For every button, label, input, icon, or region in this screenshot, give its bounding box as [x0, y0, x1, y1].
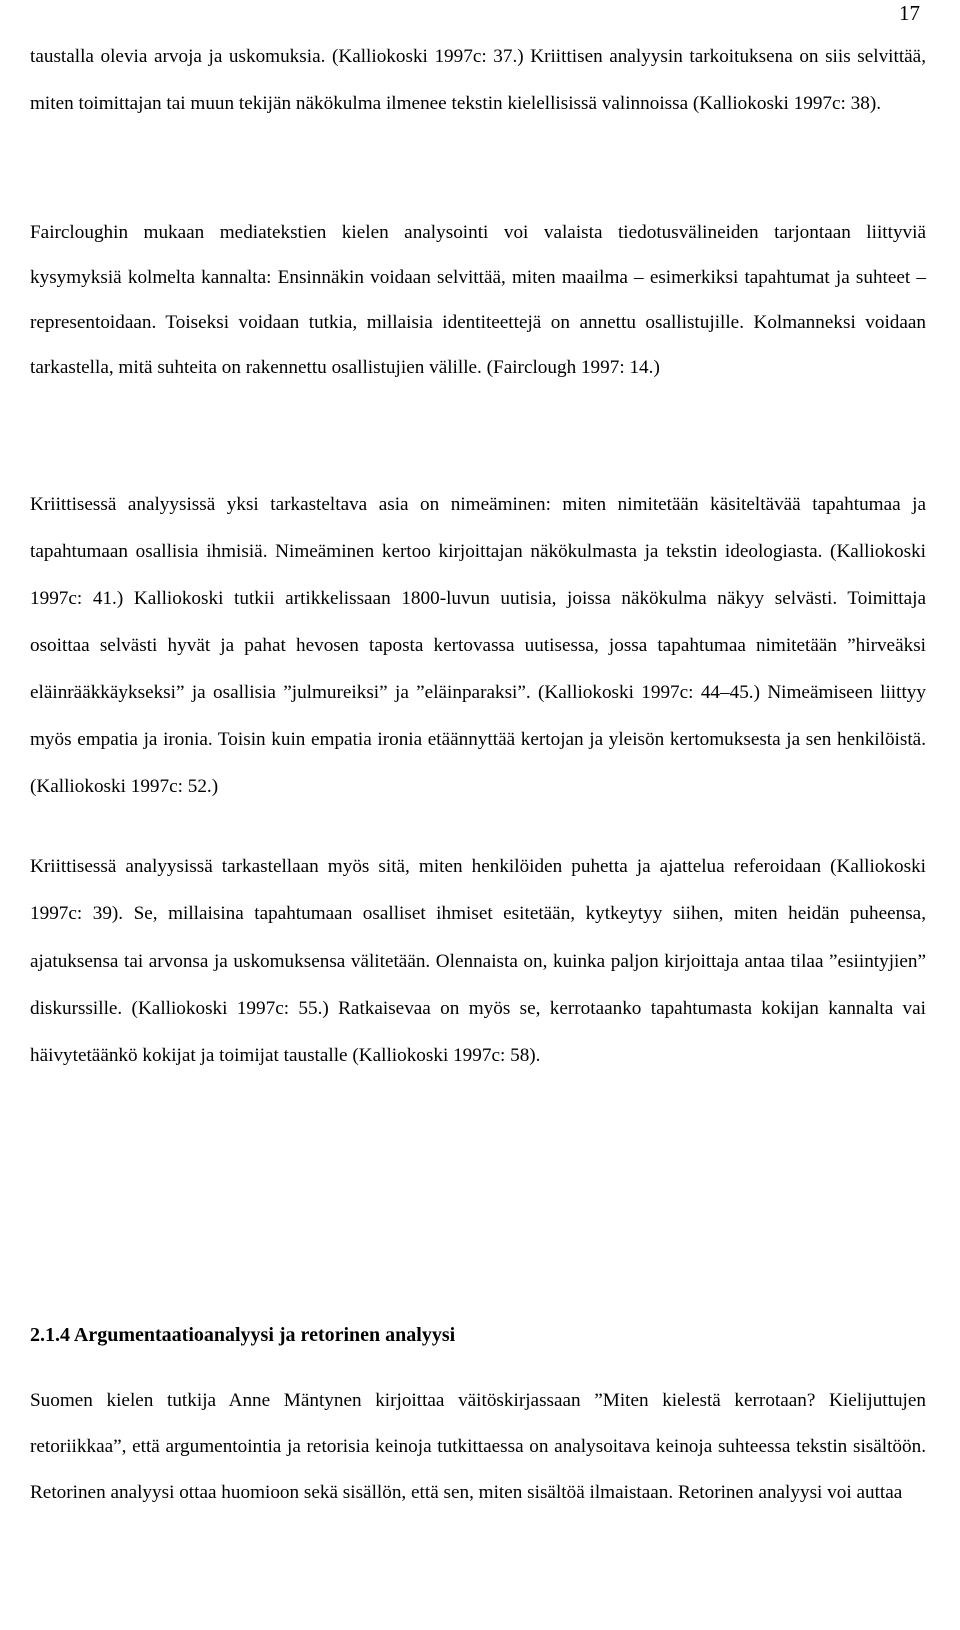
section-paragraph: Suomen kielen tutkija Anne Mäntynen kirjoittaa väitöskirjassaan ”Miten kielestä kerrotaan? Kielijuttujen retoriikkaa”, että argumentointia ja retorisia keinoja tutkittaessa on analysoitava keinoja suhteessa tekstin sisältöön. Retorinen analyysi ottaa huomioon sekä sisällön, että sen, miten sisältöä ilmaistaan. Retorinen analyysi voi auttaa: [30, 1390, 926, 1503]
paragraph-2: Faircloughin mukaan mediatekstien kielen analysointi voi valaista tiedotusvälineiden tarjontaan liittyviä kysymyksiä kolmelta kannalta: Ensinnäkin voidaan selvittää, miten maailma – esimerkiksi tapahtumat ja suhteet – representoidaan. Toiseksi voidaan tutkia, millaisia identiteettejä on annettu osallistujille. Kolmanneksi voidaan tarkastella, mitä suhteita on rakennettu osallistujien välille. (Fairclough 1997: 14.): [30, 222, 926, 378]
page-number: 17: [899, 1, 920, 25]
paragraph-1: taustalla olevia arvoja ja uskomuksia. (Kalliokoski 1997c: 37.) Kriittisen analyysin tarkoituksena on siis selvittää, miten toimittajan tai muun tekijän näkökulma ilmenee tekstin kielellisissä valinnoissa (Kalliokoski 1997c: 38).: [30, 46, 926, 114]
paragraph-4: Kriittisessä analyysissä tarkastellaan myös sitä, miten henkilöiden puhetta ja ajattelua referoidaan (Kalliokoski 1997c: 39). Se, millaisina tapahtumaan osalliset ihmiset esitetään, kytkeytyy siihen, miten heidän puheensa, ajatuksensa tai arvonsa ja uskomuksensa välitetään. Olennaista on, kuinka paljon kirjoittaja antaa tilaa ”esiintyjien” diskurssille. (Kalliokoski 1997c: 55.) Ratkaisevaa on myös se, kerrotaanko tapahtumasta kokijan kannalta vai häivytetäänkö kokijat ja toimijat taustalle (Kalliokoski 1997c: 58).: [30, 856, 926, 1067]
section-heading: 2.1.4 Argumentaatioanalyysi ja retorinen analyysi: [30, 1324, 456, 1346]
paragraph-3: Kriittisessä analyysissä yksi tarkasteltava asia on nimeäminen: miten nimitetään käsiteltävää tapahtumaa ja tapahtumaan osallisia ihmisiä. Nimeäminen kertoo kirjoittajan näkökulmasta ja tekstin ideologiasta. (Kalliokoski 1997c: 41.) Kalliokoski tutkii artikkelissaan 1800-luvun uutisia, joissa näkökulma näkyy selvästi. Toimittaja osoittaa selvästi hyvät ja pahat hevosen taposta kertovassa uutisessa, jossa tapahtumaa nimitetään ”hirveäksi eläinrääkkäykseksi” ja osallisia ”julmureiksi” ja ”eläinparaksi”. (Kalliokoski 1997c: 44–45.) Nimeämiseen liittyy myös empatia ja ironia. Toisin kuin empatia ironia etäännyttää kertojan ja yleisön kertomuksesta ja sen henkilöistä. (Kalliokoski 1997c: 52.): [30, 494, 926, 797]
